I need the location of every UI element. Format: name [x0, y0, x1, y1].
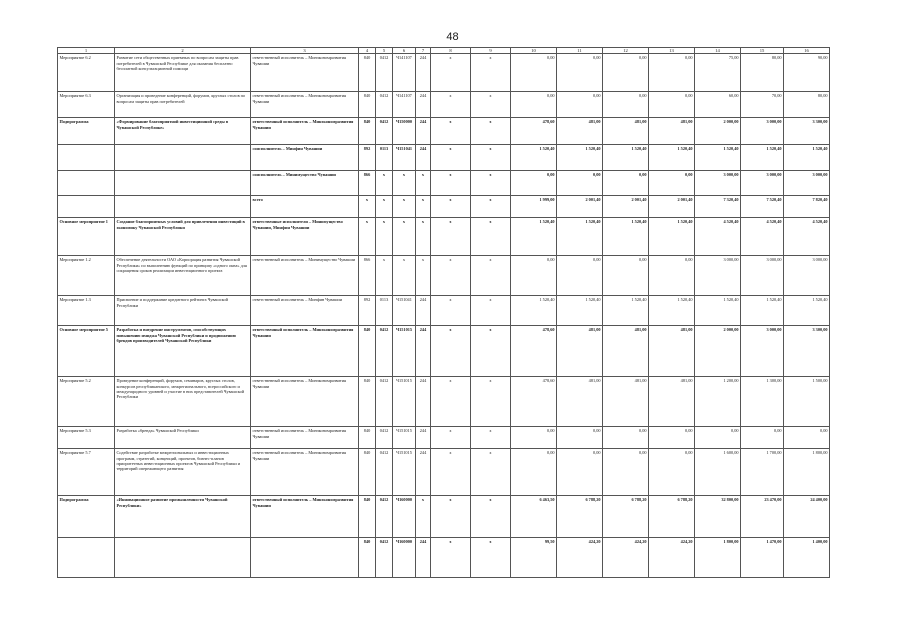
- cell-code: 0412: [376, 496, 393, 538]
- cell-code: х: [393, 196, 416, 218]
- cell-amount: 0,00: [649, 54, 695, 92]
- cell-executor: ответственный исполнитель – Минфин Чувашии: [251, 296, 359, 326]
- cell-amount: 481,00: [557, 118, 603, 145]
- cell-code: Ч151015: [393, 449, 416, 496]
- cell-amount: 7 820,40: [784, 196, 830, 218]
- cell-title: Создание благоприятных условий для привлечения инвестиций в экономику Чувашской Республики: [115, 218, 251, 256]
- cell-amount: 3 000,00: [695, 256, 741, 296]
- cell-code: Ч141107: [393, 92, 416, 118]
- cell-amount: 3 000,00: [695, 171, 741, 196]
- cell-amount: 2 001,40: [557, 196, 603, 218]
- header-cell: 6: [393, 48, 416, 54]
- cell-executor: ответственный исполнитель – Минэкономразвития Чувашии: [251, 427, 359, 449]
- cell-amount: 6 788,20: [649, 496, 695, 538]
- cell-amount: 80,00: [741, 54, 784, 92]
- cell-code: х: [471, 218, 511, 256]
- cell-code: 244: [416, 92, 431, 118]
- cell-code: 840: [359, 538, 376, 578]
- cell-status: Основное мероприятие 5: [58, 326, 115, 377]
- cell-amount: 0,00: [695, 427, 741, 449]
- cell-code: х: [376, 256, 393, 296]
- cell-amount: 2 000,00: [695, 118, 741, 145]
- header-cell: 5: [376, 48, 393, 54]
- cell-code: х: [431, 496, 471, 538]
- cell-code: 244: [416, 449, 431, 496]
- table-row: [58, 449, 830, 496]
- cell-code: 840: [359, 427, 376, 449]
- cell-amount: 478,60: [511, 118, 557, 145]
- cell-amount: 3 300,00: [784, 326, 830, 377]
- cell-code: х: [376, 196, 393, 218]
- cell-title: [115, 196, 251, 218]
- cell-status: Мероприятие 6.3: [58, 92, 115, 118]
- cell-amount: 0,00: [649, 427, 695, 449]
- header-cell: 13: [649, 48, 695, 54]
- cell-amount: 0,00: [603, 427, 649, 449]
- cell-title: Развитие сети общественных приемных по вопросам защиты прав потребителей в Чувашской Республике для оказания бесплатно бесплатной консультационной помощи: [115, 54, 251, 92]
- header-cell: 9: [471, 48, 511, 54]
- cell-amount: 0,00: [741, 427, 784, 449]
- cell-code: 244: [416, 118, 431, 145]
- cell-code: 840: [359, 118, 376, 145]
- cell-status: [58, 145, 115, 171]
- cell-code: 866: [359, 256, 376, 296]
- cell-code: х: [471, 496, 511, 538]
- cell-amount: 0,00: [557, 54, 603, 92]
- cell-amount: 481,00: [649, 118, 695, 145]
- cell-code: х: [431, 196, 471, 218]
- cell-code: х: [393, 256, 416, 296]
- cell-amount: 424,20: [649, 538, 695, 578]
- cell-title: Проведение конференций, форумов, семинаров, круглых столов, конкурсов республиканского, межрегионального, всероссийского и международного уровней и участие в них представителей Чувашской Республики: [115, 377, 251, 427]
- cell-code: 244: [416, 296, 431, 326]
- table-row: [58, 326, 830, 377]
- cell-amount: 2 001,40: [649, 196, 695, 218]
- cell-amount: 2 001,40: [603, 196, 649, 218]
- table-row: [58, 218, 830, 256]
- cell-code: 0412: [376, 449, 393, 496]
- budget-table: [57, 47, 830, 578]
- cell-executor: [251, 538, 359, 578]
- cell-amount: 60,00: [695, 92, 741, 118]
- cell-code: 0412: [376, 118, 393, 145]
- cell-code: х: [471, 538, 511, 578]
- cell-amount: 7 320,40: [695, 196, 741, 218]
- cell-code: Ч151041: [393, 296, 416, 326]
- header-cell: 7: [416, 48, 431, 54]
- cell-amount: 1 520,40: [511, 296, 557, 326]
- cell-title: Содействие разработке межрегиональных и инвестиционных программ, стратегий, концепций, проектов, бизнес-планов приоритетных инвестиционных проектов Чувашской Республики и территорий опережающего развития: [115, 449, 251, 496]
- cell-amount: 4 520,40: [695, 218, 741, 256]
- cell-amount: 0,00: [649, 256, 695, 296]
- cell-amount: 6 463,50: [511, 496, 557, 538]
- cell-code: 0412: [376, 377, 393, 427]
- cell-amount: 75,00: [695, 54, 741, 92]
- cell-code: 244: [416, 326, 431, 377]
- cell-code: 840: [359, 449, 376, 496]
- cell-amount: 1 520,40: [603, 218, 649, 256]
- header-cell: 10: [511, 48, 557, 54]
- cell-amount: 424,20: [557, 538, 603, 578]
- cell-amount: 2 000,00: [695, 326, 741, 377]
- cell-code: х: [471, 326, 511, 377]
- table-row: [58, 196, 830, 218]
- cell-code: х: [471, 171, 511, 196]
- cell-title: Разработка и внедрение инструментов, способствующих повышению имиджа Чувашской Республики и продвижению брендов производителей Чувашской Республики: [115, 326, 251, 377]
- cell-amount: 4 520,40: [784, 218, 830, 256]
- cell-amount: 1 520,40: [511, 218, 557, 256]
- cell-code: х: [471, 92, 511, 118]
- cell-executor: ответственный исполнитель – Минэкономразвития Чувашии: [251, 326, 359, 377]
- cell-amount: 0,00: [557, 171, 603, 196]
- cell-executor: ответственный исполнитель – Минимущество Чувашии: [251, 256, 359, 296]
- table-row: [58, 296, 830, 326]
- cell-amount: 1 520,40: [784, 145, 830, 171]
- cell-executor: ответственные исполнители – Минимущество Чувашии, Минфин Чувашии: [251, 218, 359, 256]
- cell-amount: 0,00: [511, 54, 557, 92]
- cell-amount: 6 788,20: [603, 496, 649, 538]
- cell-code: 244: [416, 145, 431, 171]
- cell-amount: 1 800,00: [695, 538, 741, 578]
- cell-amount: 1 520,40: [784, 296, 830, 326]
- cell-code: х: [431, 54, 471, 92]
- cell-amount: 3 000,00: [784, 171, 830, 196]
- cell-code: х: [393, 171, 416, 196]
- cell-amount: 0,00: [603, 54, 649, 92]
- table-row: [58, 496, 830, 538]
- cell-amount: 23 470,00: [741, 496, 784, 538]
- cell-code: х: [431, 427, 471, 449]
- cell-code: х: [471, 449, 511, 496]
- cell-code: 244: [416, 427, 431, 449]
- cell-code: х: [431, 92, 471, 118]
- cell-amount: 24 400,00: [784, 496, 830, 538]
- cell-amount: 481,00: [557, 326, 603, 377]
- cell-code: х: [471, 54, 511, 92]
- cell-title: Разработка «бренда» Чувашской Республики: [115, 427, 251, 449]
- cell-amount: 424,20: [603, 538, 649, 578]
- cell-status: [58, 171, 115, 196]
- cell-executor: соисполнитель – Минфин Чувашии: [251, 145, 359, 171]
- cell-amount: 1 520,40: [603, 145, 649, 171]
- table-row: [58, 118, 830, 145]
- cell-amount: 1 520,40: [557, 218, 603, 256]
- header-cell: 1: [58, 48, 115, 54]
- cell-code: х: [431, 538, 471, 578]
- page-number: 48: [446, 31, 459, 43]
- table-row: [58, 171, 830, 196]
- cell-code: х: [416, 496, 431, 538]
- cell-amount: 90,00: [784, 54, 830, 92]
- cell-executor: ответственный исполнитель – Минэкономразвития Чувашии: [251, 92, 359, 118]
- cell-amount: 3 300,00: [784, 118, 830, 145]
- cell-code: 840: [359, 54, 376, 92]
- cell-amount: 481,00: [603, 118, 649, 145]
- cell-code: х: [376, 171, 393, 196]
- cell-code: х: [471, 427, 511, 449]
- table-row: [58, 377, 830, 427]
- cell-amount: 1 800,00: [784, 449, 830, 496]
- cell-code: 244: [416, 538, 431, 578]
- cell-amount: 481,00: [603, 326, 649, 377]
- cell-code: Ч150000: [393, 118, 416, 145]
- cell-amount: 1 520,40: [741, 145, 784, 171]
- cell-amount: 1 999,00: [511, 196, 557, 218]
- table-row: [58, 145, 830, 171]
- cell-title: «Формирование благоприятной инвестиционной среды в Чувашской Республике»: [115, 118, 251, 145]
- cell-code: х: [471, 296, 511, 326]
- cell-executor: ответственный исполнитель – Минэкономразвития Чувашии: [251, 118, 359, 145]
- cell-code: х: [431, 218, 471, 256]
- cell-code: 0113: [376, 296, 393, 326]
- cell-amount: 1 520,40: [557, 145, 603, 171]
- cell-amount: 0,00: [603, 256, 649, 296]
- cell-amount: 481,00: [649, 377, 695, 427]
- cell-title: Обеспечение деятельности ОАО «Корпорация развития Чувашской Республики» по выполнению функций по принципу «одного окна» для сокращения сроков реализации инвестиционного проекта: [115, 256, 251, 296]
- cell-code: Ч151015: [393, 427, 416, 449]
- cell-title: [115, 171, 251, 196]
- cell-amount: 1 520,40: [741, 296, 784, 326]
- cell-status: Мероприятие 1.2: [58, 256, 115, 296]
- cell-amount: 0,00: [603, 92, 649, 118]
- cell-code: х: [431, 377, 471, 427]
- cell-code: 892: [359, 296, 376, 326]
- header-cell: 3: [251, 48, 359, 54]
- cell-code: х: [359, 218, 376, 256]
- cell-executor: соисполнитель – Минимущество Чувашии: [251, 171, 359, 196]
- cell-code: Ч151015: [393, 326, 416, 377]
- cell-amount: 0,00: [511, 256, 557, 296]
- cell-amount: 0,00: [649, 92, 695, 118]
- cell-amount: 1 400,00: [784, 538, 830, 578]
- cell-amount: 1 520,40: [649, 218, 695, 256]
- cell-code: 0113: [376, 145, 393, 171]
- cell-amount: 0,00: [649, 171, 695, 196]
- cell-amount: 1 200,00: [695, 377, 741, 427]
- cell-code: х: [359, 196, 376, 218]
- budget-table-body: [58, 48, 830, 578]
- cell-code: 0412: [376, 326, 393, 377]
- cell-status: Подпрограмма: [58, 496, 115, 538]
- cell-status: Мероприятие 1.3: [58, 296, 115, 326]
- cell-code: х: [471, 145, 511, 171]
- cell-amount: 1 520,40: [695, 145, 741, 171]
- cell-code: 866: [359, 171, 376, 196]
- cell-code: х: [471, 377, 511, 427]
- cell-amount: 1 520,40: [603, 296, 649, 326]
- cell-amount: 7 520,40: [741, 196, 784, 218]
- cell-amount: 32 800,00: [695, 496, 741, 538]
- cell-code: 892: [359, 145, 376, 171]
- cell-code: х: [431, 449, 471, 496]
- header-cell: 14: [695, 48, 741, 54]
- cell-amount: 0,00: [603, 449, 649, 496]
- cell-executor: ответственный исполнитель – Минэкономразвития Чувашии: [251, 496, 359, 538]
- cell-amount: 0,00: [511, 92, 557, 118]
- cell-amount: 478,60: [511, 326, 557, 377]
- cell-code: 840: [359, 377, 376, 427]
- cell-code: х: [393, 218, 416, 256]
- cell-amount: 0,00: [557, 449, 603, 496]
- cell-amount: 0,00: [603, 171, 649, 196]
- cell-code: х: [416, 171, 431, 196]
- table-row: [58, 92, 830, 118]
- cell-code: 840: [359, 496, 376, 538]
- cell-code: х: [471, 196, 511, 218]
- cell-amount: 1 520,40: [649, 145, 695, 171]
- table-row: [58, 256, 830, 296]
- header-cell: 12: [603, 48, 649, 54]
- cell-amount: 481,00: [557, 377, 603, 427]
- cell-code: х: [416, 256, 431, 296]
- cell-amount: 0,00: [511, 427, 557, 449]
- cell-code: х: [431, 118, 471, 145]
- cell-amount: 0,00: [511, 449, 557, 496]
- cell-status: [58, 538, 115, 578]
- table-row: [58, 427, 830, 449]
- cell-code: х: [471, 118, 511, 145]
- cell-amount: 1 520,40: [511, 145, 557, 171]
- cell-amount: 80,00: [784, 92, 830, 118]
- cell-code: Ч160000: [393, 538, 416, 578]
- cell-executor: ответственный исполнитель – Минэкономразвития Чувашии: [251, 54, 359, 92]
- cell-executor: ответственный исполнитель – Минэкономразвития Чувашии: [251, 377, 359, 427]
- cell-amount: 481,00: [649, 326, 695, 377]
- cell-amount: 1 600,00: [695, 449, 741, 496]
- cell-amount: 3 000,00: [741, 256, 784, 296]
- cell-code: 244: [416, 377, 431, 427]
- cell-amount: 99,50: [511, 538, 557, 578]
- cell-amount: 1 300,00: [741, 377, 784, 427]
- cell-code: 0412: [376, 538, 393, 578]
- cell-amount: 0,00: [649, 449, 695, 496]
- cell-amount: 1 500,00: [784, 377, 830, 427]
- cell-code: Ч151041: [393, 145, 416, 171]
- cell-title: [115, 145, 251, 171]
- cell-amount: 481,00: [603, 377, 649, 427]
- header-cell: 16: [784, 48, 830, 54]
- cell-status: [58, 196, 115, 218]
- cell-amount: 3 000,00: [741, 118, 784, 145]
- cell-amount: 3 000,00: [741, 171, 784, 196]
- cell-code: х: [376, 218, 393, 256]
- cell-amount: 1 520,40: [649, 296, 695, 326]
- cell-code: х: [416, 218, 431, 256]
- cell-code: Ч160000: [393, 496, 416, 538]
- cell-amount: 0,00: [511, 171, 557, 196]
- cell-amount: 1 520,40: [557, 296, 603, 326]
- cell-amount: 1 520,40: [695, 296, 741, 326]
- cell-executor: ответственный исполнитель – Минэкономразвития Чувашии: [251, 449, 359, 496]
- header-cell: 15: [741, 48, 784, 54]
- cell-code: х: [471, 256, 511, 296]
- cell-status: Основное мероприятие 1: [58, 218, 115, 256]
- cell-title: [115, 538, 251, 578]
- cell-code: 840: [359, 92, 376, 118]
- cell-status: Мероприятие 5.3: [58, 427, 115, 449]
- cell-amount: 0,00: [557, 256, 603, 296]
- cell-amount: 3 000,00: [784, 256, 830, 296]
- cell-code: х: [431, 171, 471, 196]
- cell-title: Присвоение и поддержание кредитного рейтинга Чувашской Республики: [115, 296, 251, 326]
- cell-title: Организация и проведение конференций, форумов, круглых столов по вопросам защиты прав потребителей: [115, 92, 251, 118]
- cell-code: 0412: [376, 92, 393, 118]
- cell-status: Мероприятие 5.2: [58, 377, 115, 427]
- cell-amount: 0,00: [784, 427, 830, 449]
- cell-amount: 4 520,40: [741, 218, 784, 256]
- header-cell: 11: [557, 48, 603, 54]
- header-cell: 8: [431, 48, 471, 54]
- cell-amount: 0,00: [557, 427, 603, 449]
- cell-status: Мероприятие 5.7: [58, 449, 115, 496]
- cell-code: х: [431, 145, 471, 171]
- cell-code: 244: [416, 54, 431, 92]
- cell-amount: 1 470,00: [741, 538, 784, 578]
- cell-code: х: [431, 326, 471, 377]
- cell-code: х: [431, 296, 471, 326]
- cell-amount: 6 788,20: [557, 496, 603, 538]
- cell-code: х: [431, 256, 471, 296]
- header-cell: 4: [359, 48, 376, 54]
- cell-status: Подпрограмма: [58, 118, 115, 145]
- cell-code: х: [416, 196, 431, 218]
- cell-executor: всего: [251, 196, 359, 218]
- cell-code: 840: [359, 326, 376, 377]
- cell-code: 0412: [376, 54, 393, 92]
- cell-title: «Инновационное развитие промышленности Чувашской Республики»: [115, 496, 251, 538]
- table-row: [58, 54, 830, 92]
- cell-status: Мероприятие 6.2: [58, 54, 115, 92]
- cell-amount: 0,00: [557, 92, 603, 118]
- cell-code: 0412: [376, 427, 393, 449]
- table-row: [58, 538, 830, 578]
- cell-code: Ч141107: [393, 54, 416, 92]
- cell-amount: 3 000,00: [741, 326, 784, 377]
- cell-amount: 70,00: [741, 92, 784, 118]
- cell-amount: 478,60: [511, 377, 557, 427]
- header-cell: 2: [115, 48, 251, 54]
- cell-amount: 1 700,00: [741, 449, 784, 496]
- cell-code: Ч151015: [393, 377, 416, 427]
